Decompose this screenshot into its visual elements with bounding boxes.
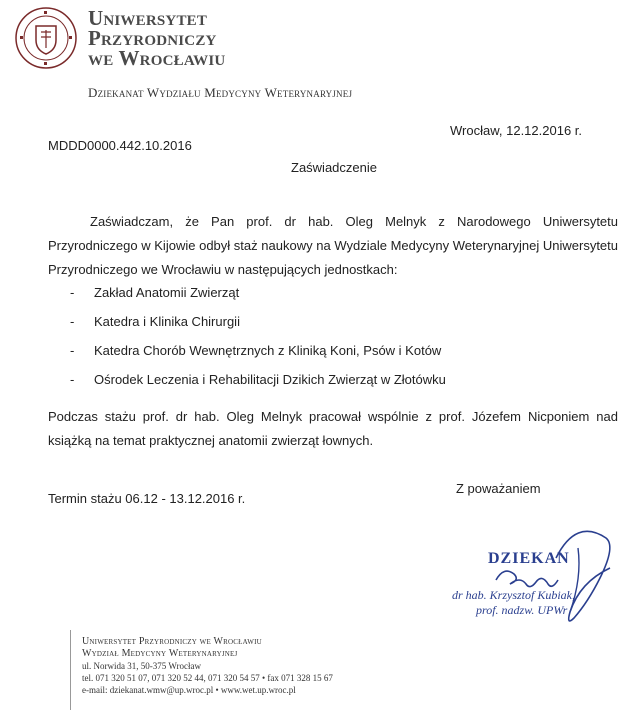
university-seal-icon	[14, 6, 78, 70]
footer-faculty: Wydział Medycyny Weterynaryjnej	[82, 648, 238, 659]
list-marker: -	[70, 343, 75, 358]
document-date: Wrocław, 12.12.2016 r.	[450, 123, 583, 138]
stamp-title: prof. nadzw. UPWr	[476, 603, 568, 617]
list-item	[48, 343, 608, 372]
handwritten-signature	[486, 518, 626, 628]
stamp-name: dr hab. Krzysztof Kubiak,	[452, 588, 576, 602]
university-name-line: we Wrocławiu	[88, 46, 226, 70]
list-item-text: Zakład Anatomii Zwierząt	[94, 285, 240, 300]
paragraph-collaboration: Podczas stażu prof. dr hab. Oleg Melnyk pracował wspólnie z prof. Józefem Nicponiem nad książką na temat praktycznej anatomii zwierząt łownych.	[48, 409, 618, 448]
paragraph-intro-text: Zaświadczam, że Pan prof. dr hab. Oleg Melnyk z Narodowego Uniwersytetu Przyrodniczego w Kijowie odbył staż naukowy na Wydziale Medycyny Weterynaryjnej Uniwersytetu Przyrodniczego we Wrocławiu w następujących jednostkach:	[48, 214, 618, 277]
university-name	[88, 8, 348, 68]
internship-term: Termin stażu 06.12 - 13.12.2016 r.	[48, 491, 246, 506]
footer-street: ul. Norwida 31, 50-375 Wrocław	[82, 661, 201, 671]
stamp-heading: DZIEKAN	[488, 550, 570, 567]
list-item-text: Ośrodek Leczenia i Rehabilitacji Dzikich Zwierząt w Złotówku	[94, 372, 446, 387]
footer-contact: e-mail: dziekanat.wmw@up.wroc.pl • www.wet.up.wroc.pl	[82, 685, 296, 695]
unit-list	[48, 285, 608, 401]
list-item	[48, 285, 608, 314]
footer-phone: tel. 071 320 51 07, 071 320 52 44, 071 320 54 57 • fax 071 328 15 67	[82, 673, 333, 683]
footer-university: Uniwersytet Przyrodniczy we Wrocławiu	[82, 636, 262, 647]
list-marker: -	[70, 372, 75, 387]
list-item	[48, 314, 608, 343]
closing-greeting: Z poważaniem	[456, 481, 541, 496]
list-item-text: Katedra Chorób Wewnętrznych z Kliniką Koni, Psów i Kotów	[94, 343, 442, 358]
university-name-line: Przyrodniczy	[88, 26, 217, 50]
footer-divider	[70, 630, 71, 710]
document-title: Zaświadczenie	[291, 160, 377, 175]
paragraph-intro	[48, 210, 618, 282]
list-marker: -	[70, 314, 75, 329]
reference-number: MDDD0000.442.10.2016	[48, 138, 192, 153]
footer-address	[82, 636, 502, 696]
department-name: Dziekanat Wydziału Medycyny Weterynaryjnej	[88, 85, 353, 100]
list-item	[48, 372, 608, 401]
list-marker: -	[70, 285, 75, 300]
university-name-line: Uniwersytet	[88, 6, 208, 30]
list-item-text: Katedra i Klinika Chirurgii	[94, 314, 240, 329]
